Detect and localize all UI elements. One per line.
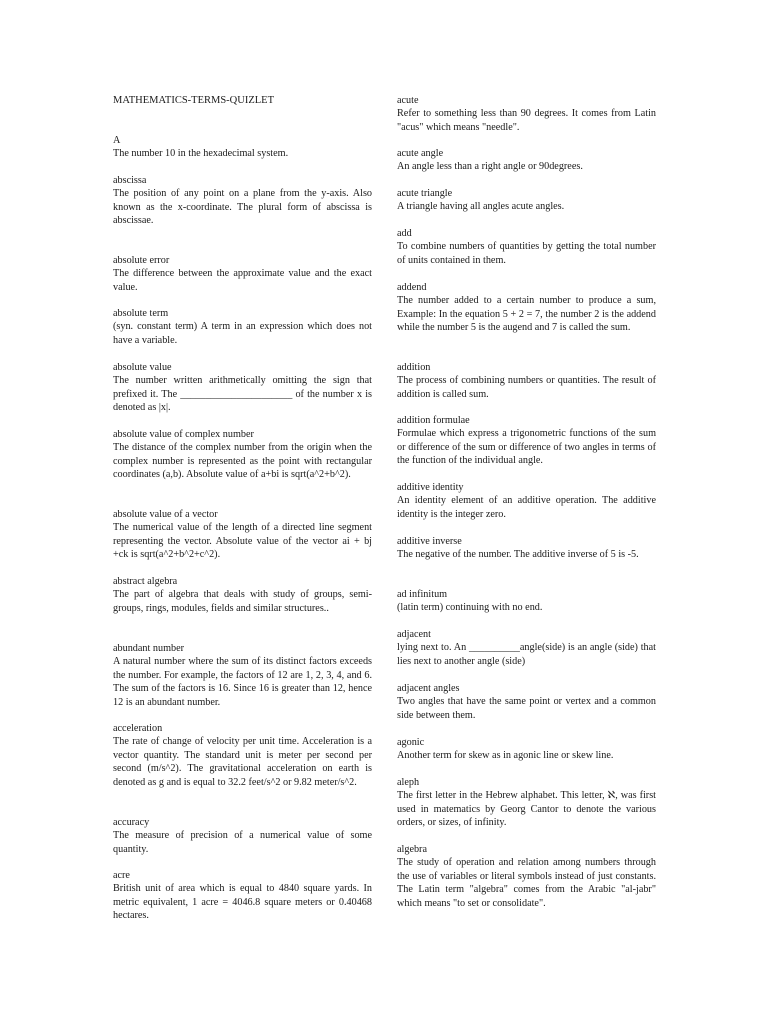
glossary-entry bbox=[113, 254, 372, 294]
glossary-entry bbox=[397, 281, 656, 335]
glossary-term: absolute term bbox=[113, 308, 169, 319]
glossary-entry bbox=[397, 843, 656, 910]
glossary-definition: (syn. constant term) A term in an expression which does not have a variable. bbox=[113, 321, 372, 346]
glossary-term: adjacent bbox=[397, 629, 431, 640]
glossary-entry bbox=[397, 776, 656, 830]
glossary-entry bbox=[113, 361, 372, 415]
glossary-definition: lying next to. An __________angle(side) is an angle (side) that lies next to another angle (side) bbox=[397, 642, 656, 667]
glossary-entry bbox=[113, 307, 372, 347]
glossary-term: acute bbox=[397, 95, 419, 106]
glossary-definition: Two angles that have the same point or vertex and a common side between them. bbox=[397, 696, 656, 721]
glossary-term: acre bbox=[113, 870, 130, 881]
glossary-term: acute triangle bbox=[397, 188, 453, 199]
glossary-definition: The numerical value of the length of a directed line segment representing the vector. Absolute value of the vector ai + bj +ck is sqrt(a^2+b^2+c^2). bbox=[113, 522, 372, 561]
glossary-definition: The number added to a certain number to produce a sum, Example: In the equation 5 + 2 = 7, the number 2 is the addend while the number 5 is the augend and 7 is called the sum. bbox=[397, 295, 656, 334]
glossary-term: abundant number bbox=[113, 643, 185, 654]
glossary-term: adjacent angles bbox=[397, 683, 460, 694]
glossary-term: accuracy bbox=[113, 817, 150, 828]
glossary-term: absolute value of complex number bbox=[113, 429, 254, 440]
glossary-entry bbox=[397, 682, 656, 722]
glossary-term: add bbox=[397, 228, 412, 239]
glossary-entry bbox=[113, 642, 372, 709]
glossary-entry bbox=[113, 508, 372, 562]
glossary-definition: Formulae which express a trigonometric functions of the sum or difference of the sum or difference of two angles in terms of the function of the individual angle. bbox=[397, 428, 656, 467]
glossary-entry bbox=[397, 414, 656, 468]
glossary-entry bbox=[113, 575, 372, 615]
glossary-term: addition bbox=[397, 362, 431, 373]
glossary-term: absolute value bbox=[113, 362, 172, 373]
glossary-term: acute angle bbox=[397, 148, 444, 159]
glossary-entry bbox=[397, 481, 656, 521]
glossary-term: aleph bbox=[397, 777, 420, 788]
glossary-entry bbox=[113, 174, 372, 228]
glossary-definition: Refer to something less than 90 degrees. It comes from Latin "acus" which means "needle". bbox=[397, 108, 656, 133]
glossary-definition: An angle less than a right angle or 90degrees. bbox=[397, 161, 583, 173]
glossary-term: addend bbox=[397, 282, 427, 293]
glossary-entry bbox=[113, 134, 372, 161]
glossary-entry bbox=[397, 147, 656, 174]
glossary-definition: (latin term) continuing with no end. bbox=[397, 602, 543, 614]
glossary-definition: To combine numbers of quantities by getting the total number of units contained in them. bbox=[397, 241, 656, 266]
glossary-entry bbox=[397, 535, 656, 562]
glossary-term: additive identity bbox=[397, 482, 464, 493]
glossary-definition: The study of operation and relation among numbers through the use of variables or literal symbols instead of just constants. The Latin term "algebra" comes from the Arabic "al-jabr" which means "to set or consolidate". bbox=[397, 857, 656, 909]
glossary-entry bbox=[113, 869, 372, 923]
glossary-term: ad infinitum bbox=[397, 589, 448, 600]
glossary-definition: The number 10 in the hexadecimal system. bbox=[113, 148, 289, 160]
glossary-definition: The measure of precision of a numerical value of some quantity. bbox=[113, 830, 372, 855]
glossary-term: abscissa bbox=[113, 175, 147, 186]
glossary-entry bbox=[397, 94, 656, 134]
glossary-definition: Another term for skew as in agonic line or skew line. bbox=[397, 750, 614, 762]
glossary-entry bbox=[113, 816, 372, 856]
glossary-definition: The part of algebra that deals with study of groups, semi-groups, rings, modules, fields and similar structures.. bbox=[113, 589, 372, 614]
glossary-term: acceleration bbox=[113, 723, 163, 734]
glossary-definition: A triangle having all angles acute angles. bbox=[397, 201, 565, 213]
glossary-term: additive inverse bbox=[397, 536, 462, 547]
glossary-definition: The number written arithmetically omitting the sign that prefixed it. The ______________________ of the number x is denoted as |x|. bbox=[113, 375, 372, 414]
glossary-definition: British unit of area which is equal to 4840 square yards. In metric equivalent, 1 acre = 4046.8 square meters or 0.40468 hectares. bbox=[113, 883, 372, 922]
glossary-entry bbox=[397, 588, 656, 615]
glossary-entry bbox=[397, 628, 656, 668]
glossary-entry bbox=[397, 227, 656, 267]
glossary-entry bbox=[397, 736, 656, 763]
glossary-definition: An identity element of an additive operation. The additive identity is the integer zero. bbox=[397, 495, 656, 520]
glossary-entry bbox=[397, 187, 656, 214]
glossary-definition: The difference between the approximate value and the exact value. bbox=[113, 268, 372, 293]
glossary-definition: The first letter in the Hebrew alphabet. This letter, ℵ, was first used in matematics by Georg Cantor to denote the various orders, or sizes, of infinity. bbox=[397, 790, 656, 829]
document-title: MATHEMATICS-TERMS-QUIZLET bbox=[113, 95, 274, 106]
glossary-entry bbox=[113, 428, 372, 482]
glossary-term: abstract algebra bbox=[113, 576, 178, 587]
glossary-definition: The position of any point on a plane from the y-axis. Also known as the x-coordinate. The plural form of abscissa is abscissae. bbox=[113, 188, 372, 227]
glossary-term: absolute value of a vector bbox=[113, 509, 218, 520]
glossary-term: algebra bbox=[397, 844, 427, 855]
glossary-definition: The negative of the number. The additive inverse of 5 is -5. bbox=[397, 549, 639, 561]
glossary-entry bbox=[397, 361, 656, 401]
glossary-definition: A natural number where the sum of its distinct factors exceeds the number. For example, the factors of 12 are 1, 2, 3, 4, and 6. The sum of the factors is 16. Since 16 is greater than 12, hence 12 is an abundant number. bbox=[113, 656, 372, 708]
glossary-term: A bbox=[113, 135, 121, 146]
glossary-entry bbox=[113, 722, 372, 789]
glossary-definition: The distance of the complex number from the origin when the complex number is represented as the point with rectangular coordinates (a,b). Absolute value of a+bi is sqrt(a^2+b^2). bbox=[113, 442, 372, 481]
glossary-definition: The rate of change of velocity per unit time. Acceleration is a vector quantity. The standard unit is meter per second per second (m/s^2). The gravitational acceleration on earth is denoted as g and is equal to 32.2 feet/s^2 or 9.82 meter/s^2. bbox=[113, 736, 372, 788]
glossary-term: addition formulae bbox=[397, 415, 470, 426]
glossary-term: absolute error bbox=[113, 255, 170, 266]
glossary-definition: The process of combining numbers or quantities. The result of addition is called sum. bbox=[397, 375, 656, 400]
glossary-term: agonic bbox=[397, 737, 425, 748]
